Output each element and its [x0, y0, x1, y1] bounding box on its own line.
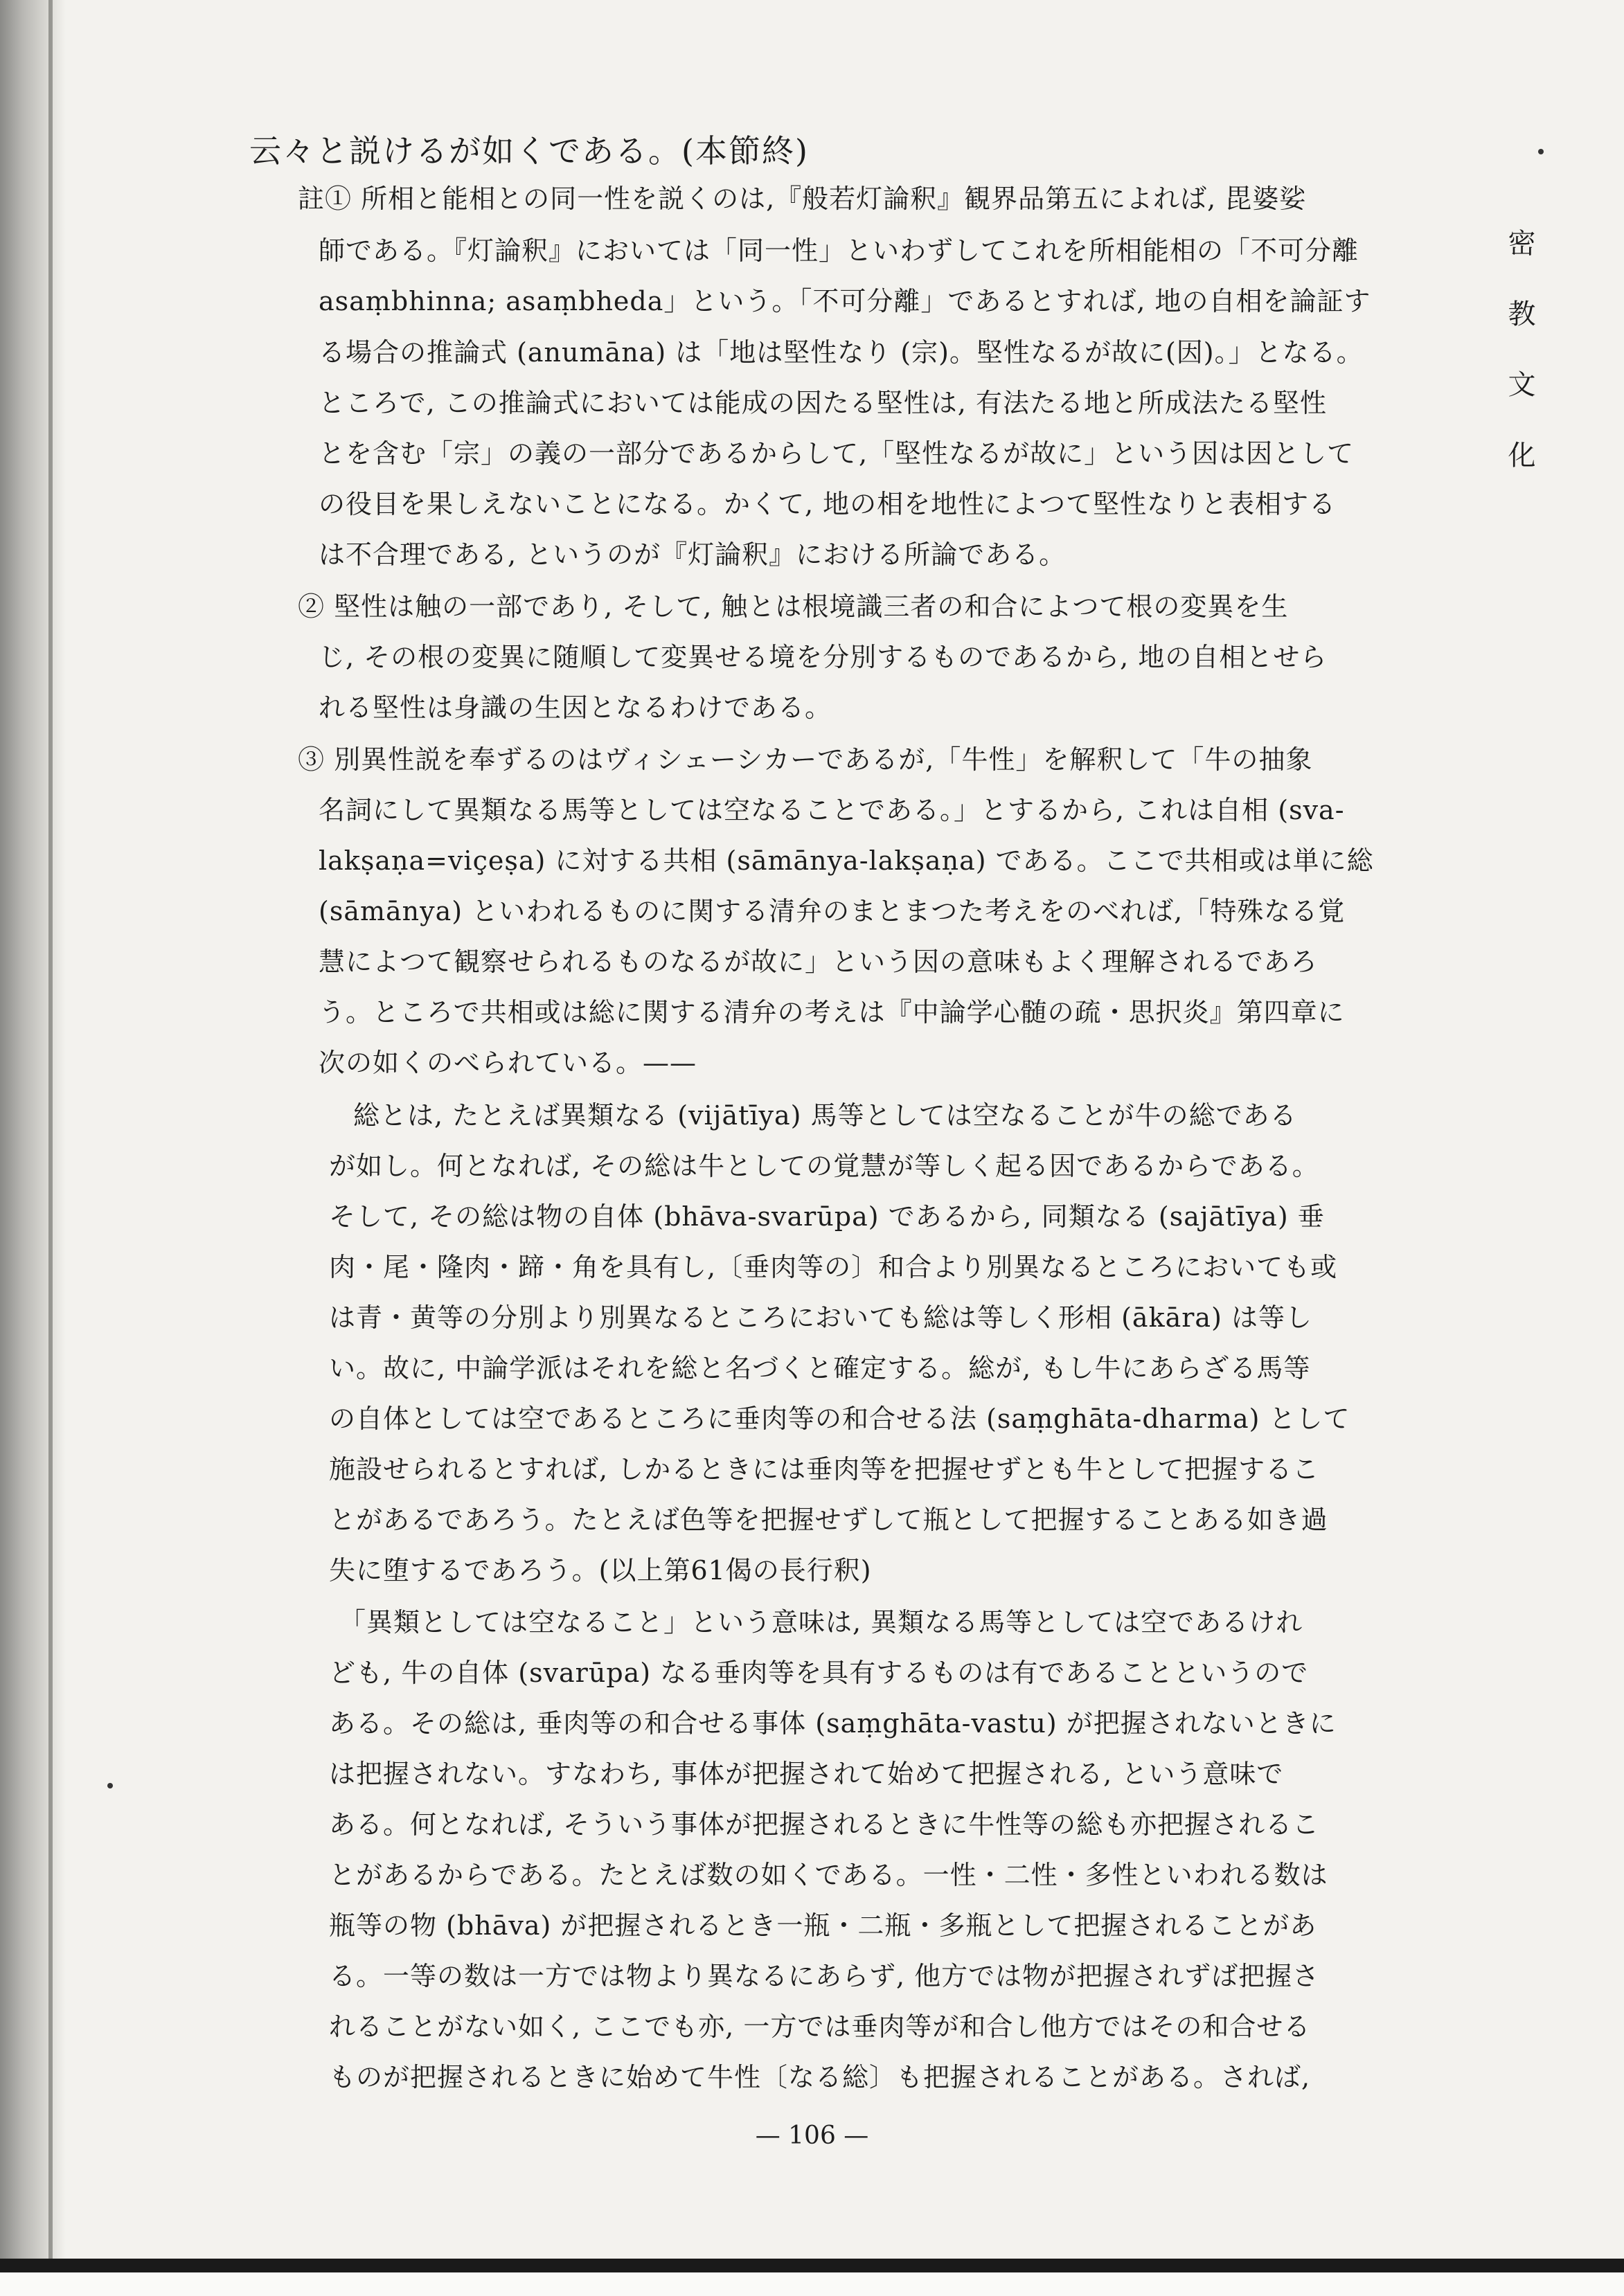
quote-line: は青・黄等の分別より別異なるところにおいても総は等しく形相 (ākāra) は等し [329, 1302, 1312, 1333]
quote-line: の自体としては空であるところに垂肉等の和合せる法 (saṃghāta-dharma) として [329, 1403, 1350, 1434]
text-line: とを含む「宗」の義の一部分であるからして,「堅性なるが故に」という因は因として [319, 438, 1355, 469]
text-line: じ, その根の変異に随順して変異せる境を分別するものであるから, 地の自相とせら [319, 642, 1328, 672]
text-line: の役目を果しえないことになる。かくて, 地の相を地性によつて堅性なりと表相する [319, 489, 1337, 519]
quote-line: 失に堕するであろう。(以上第61偈の長行釈) [329, 1555, 872, 1586]
quote-line: とがあるであろう。たとえば色等を把握せずして瓶として把握することある如き過 [329, 1505, 1328, 1535]
quote-line: い。故に, 中論学派はそれを総と名づくと確定する。総が, もし牛にあらざる馬等 [329, 1353, 1311, 1383]
quote-line: 肉・尾・隆肉・蹄・角を具有し,〔垂肉等の〕和合より別異なるところにおいても或 [329, 1252, 1338, 1282]
text-line: 「異類としては空なること」という意味は, 異類なる馬等としては空であるけれ [339, 1607, 1303, 1638]
text-line: asaṃbhinna; asaṃbheda」という。「不可分離」であるとすれば, 地の自相を論証す [319, 286, 1371, 316]
text-line: る。一等の数は一方では物より異なるにあらず, 他方では物が把握されずば把握さ [329, 1961, 1320, 1991]
text-line: 師である。『灯論釈』においては「同一性」といわずしてこれを所相能相の「不可分離 [319, 235, 1359, 266]
text-line: 瓶等の物 (bhāva) が把握されるとき一瓶・二瓶・多瓶として把握されることがあ [329, 1910, 1317, 1941]
text-line: 次の如くのべられている。—— [319, 1048, 697, 1078]
quote-line: そして, その総は物の自体 (bhāva-svarūpa) であるから, 同類なる (sajātīya) 垂 [329, 1201, 1325, 1232]
text-line: ② 堅性は触の一部であり, そして, 触とは根境識三者の和合によつて根の変異を生 [298, 591, 1289, 622]
text-line: る場合の推論式 (anumāna) は「地は堅性なり (宗)。堅性なるが故に(因)。」となる。 [319, 337, 1364, 368]
text-line: ③ 別異性説を奉ずるのはヴィシェーシカーであるが,「牛性」を解釈して「牛の抽象 [298, 744, 1313, 775]
journal-title: 密教文化 [1503, 228, 1535, 511]
text-line: 名詞にして異類なる馬等としては空なることである。」とするから, これは自相 (sva- [319, 795, 1345, 825]
text-line: は不合理である, というのが『灯論釈』における所論である。 [319, 539, 1067, 570]
text-line: lakṣaṇa=viçeṣa) に対する共相 (sāmānya-lakṣaṇa) である。ここで共相或は単に総 [319, 845, 1374, 876]
quote-line: が如し。何となれば, その総は牛としての覚慧が等しく起る因であるからである。 [329, 1151, 1319, 1181]
text-line: 慧によつて観察せられるものなるが故に」という因の意味もよく理解されるであろ [319, 947, 1318, 977]
text-line: 註① 所相と能相との同一性を説くのは,『般若灯論釈』観界品第五によれば, 毘婆娑 [298, 183, 1307, 214]
text-line: ところで, この推論式においては能成の因たる堅性は, 有法たる地と所成法たる堅性 [319, 388, 1327, 418]
quote-line: 施設せられるとすれば, しかるときには垂肉等を把握せずとも牛として把握するこ [329, 1454, 1320, 1485]
page-number: — 106 — [755, 2122, 869, 2150]
text-line: とがあるからである。たとえば数の如くである。一性・二性・多性といわれる数は [329, 1860, 1328, 1890]
text-line: れることがない如く, ここでも亦, 一方では垂肉等が和合し他方ではその和合せる [329, 2011, 1311, 2042]
text-line: ある。その総は, 垂肉等の和合せる事体 (saṃghāta-vastu) が把握されないときに [329, 1708, 1337, 1739]
quote-line: 総とは, たとえば異類なる (vijātīya) 馬等としては空なることが牛の総である [353, 1100, 1297, 1131]
text-line: ものが把握されるときに始めて牛性〔なる総〕も把握されることがある。されば, [329, 2062, 1311, 2092]
text-line: れる堅性は身識の生因となるわけである。 [319, 692, 832, 723]
section-end-heading: 云々と説けるが如くである。(本節終) [249, 132, 809, 170]
text-line: は把握されない。すなわち, 事体が把握されて始めて把握される, という意味で [329, 1759, 1284, 1789]
text-line: ある。何となれば, そういう事体が把握されるときに牛性等の総も亦把握されるこ [329, 1809, 1320, 1840]
scan-bottom-margin [0, 2272, 1624, 2296]
text-line: う。ところで共相或は総に関する清弁の考えは『中論学心髄の疏・思択炎』第四章に [319, 997, 1345, 1028]
text-line: ども, 牛の自体 (svarūpa) なる垂肉等を具有するものは有であることというので [329, 1658, 1309, 1688]
scan-bottom-bar [0, 2259, 1624, 2272]
text-line: (sāmānya) といわれるものに関する清弁のまとまつた考えをのべれば,「特殊なる覚 [319, 896, 1346, 926]
